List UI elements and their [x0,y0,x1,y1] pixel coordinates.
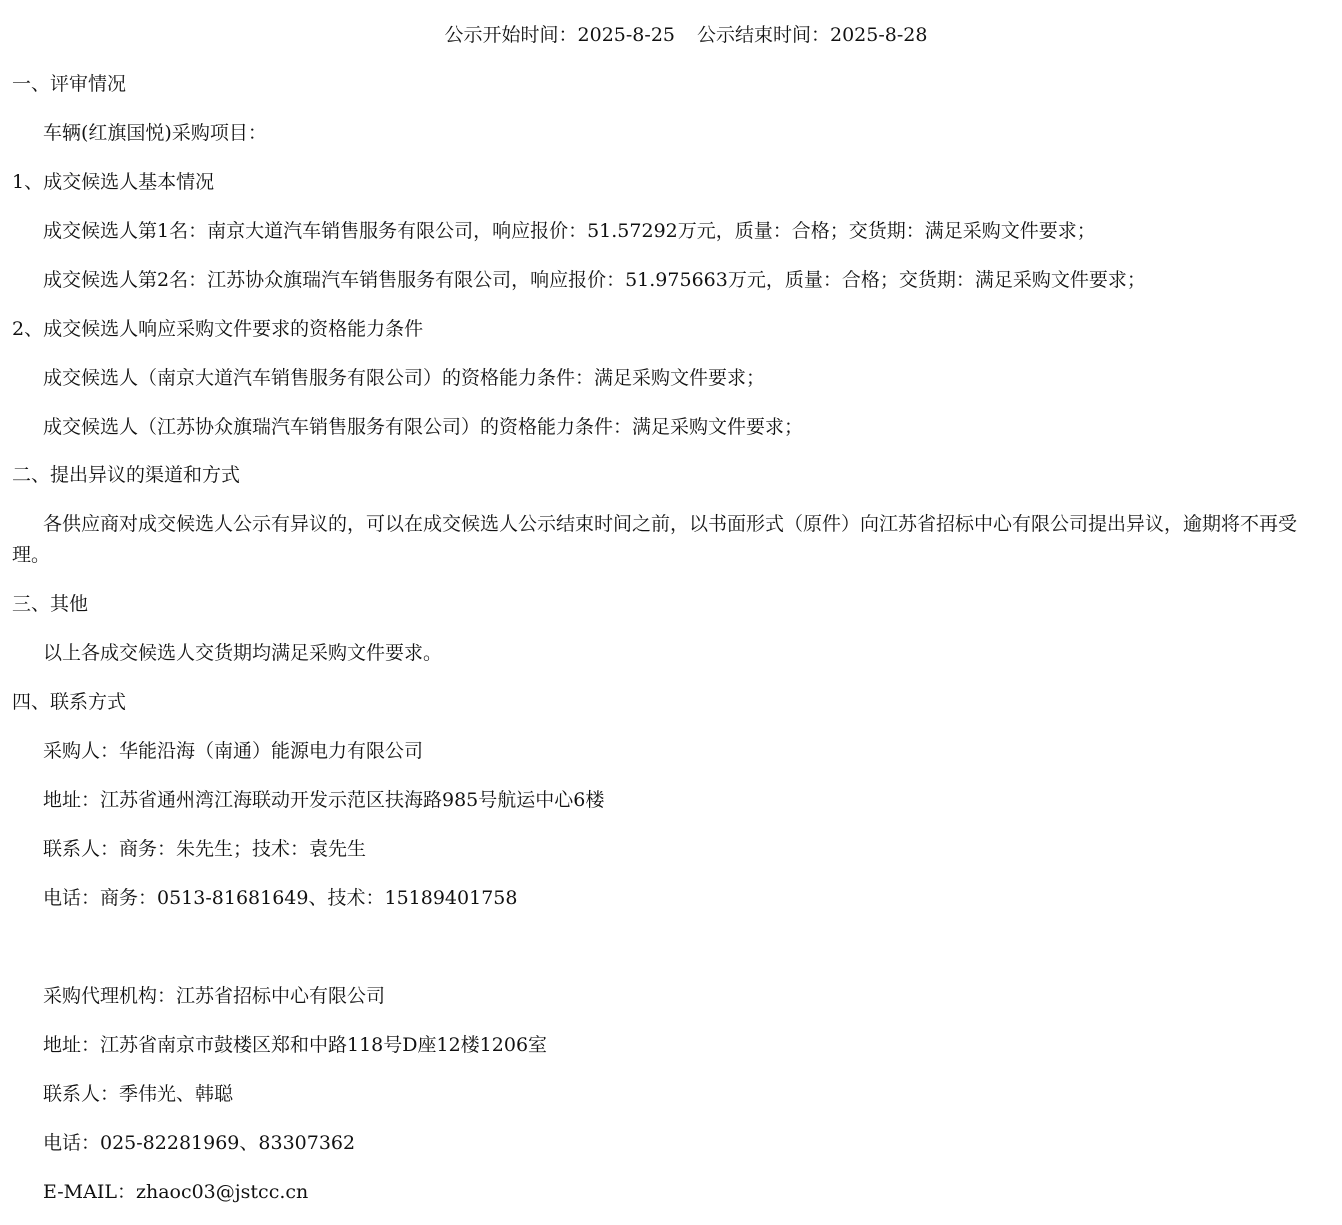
purchaser-phone: 电话：商务：0513-81681649、技术：15189401758 [43,887,518,909]
purchaser-name: 采购人：华能沿海（南通）能源电力有限公司 [43,740,424,762]
publicity-end: 公示结束时间：2025-8-28 [697,24,928,46]
section-objection-title: 二、提出异议的渠道和方式 [12,464,241,486]
qualification-1: 成交候选人（南京大道汽车销售服务有限公司）的资格能力条件：满足采购文件要求； [43,367,766,389]
project-name: 车辆(红旗国悦)采购项目： [43,122,267,144]
candidate-2: 成交候选人第2名：江苏协众旗瑞汽车销售服务有限公司，响应报价：51.975663万元，质量：合格；交货期：满足采购文件要求； [43,269,1146,291]
qualification-title: 2、成交候选人响应采购文件要求的资格能力条件 [12,318,424,340]
publicity-dates [0,23,1342,47]
agency-email: E-MAIL：zhaoc03@jstcc.cn [43,1181,309,1203]
agency-contact: 联系人：季伟光、韩聪 [43,1083,234,1105]
candidate-1: 成交候选人第1名：南京大道汽车销售服务有限公司，响应报价：51.57292万元，质量：合格；交货期：满足采购文件要求； [43,220,1096,242]
publicity-start: 公示开始时间：2025-8-25 [444,24,675,46]
candidates-basic-title: 1、成交候选人基本情况 [12,171,215,193]
section-other-title: 三、其他 [12,593,89,615]
agency-address: 地址：江苏省南京市鼓楼区郑和中路118号D座12楼1206室 [43,1034,548,1056]
purchaser-address: 地址：江苏省通州湾江海联动开发示范区扶海路985号航运中心6楼 [43,789,605,811]
purchaser-contact: 联系人：商务：朱先生；技术：袁先生 [43,838,367,860]
objection-text: 各供应商对成交候选人公示有异议的，可以在成交候选人公示结束时间之前，以书面形式（原件）向江苏省招标中心有限公司提出异议，逾期将不再受理。 [12,513,1298,566]
section-contact-title: 四、联系方式 [12,691,127,713]
agency-name: 采购代理机构：江苏省招标中心有限公司 [43,985,386,1007]
qualification-2: 成交候选人（江苏协众旗瑞汽车销售服务有限公司）的资格能力条件：满足采购文件要求； [43,416,804,438]
agency-phone: 电话：025-82281969、83307362 [43,1132,356,1154]
section-review-title: 一、评审情况 [12,73,127,95]
other-text: 以上各成交候选人交货期均满足采购文件要求。 [43,642,443,664]
